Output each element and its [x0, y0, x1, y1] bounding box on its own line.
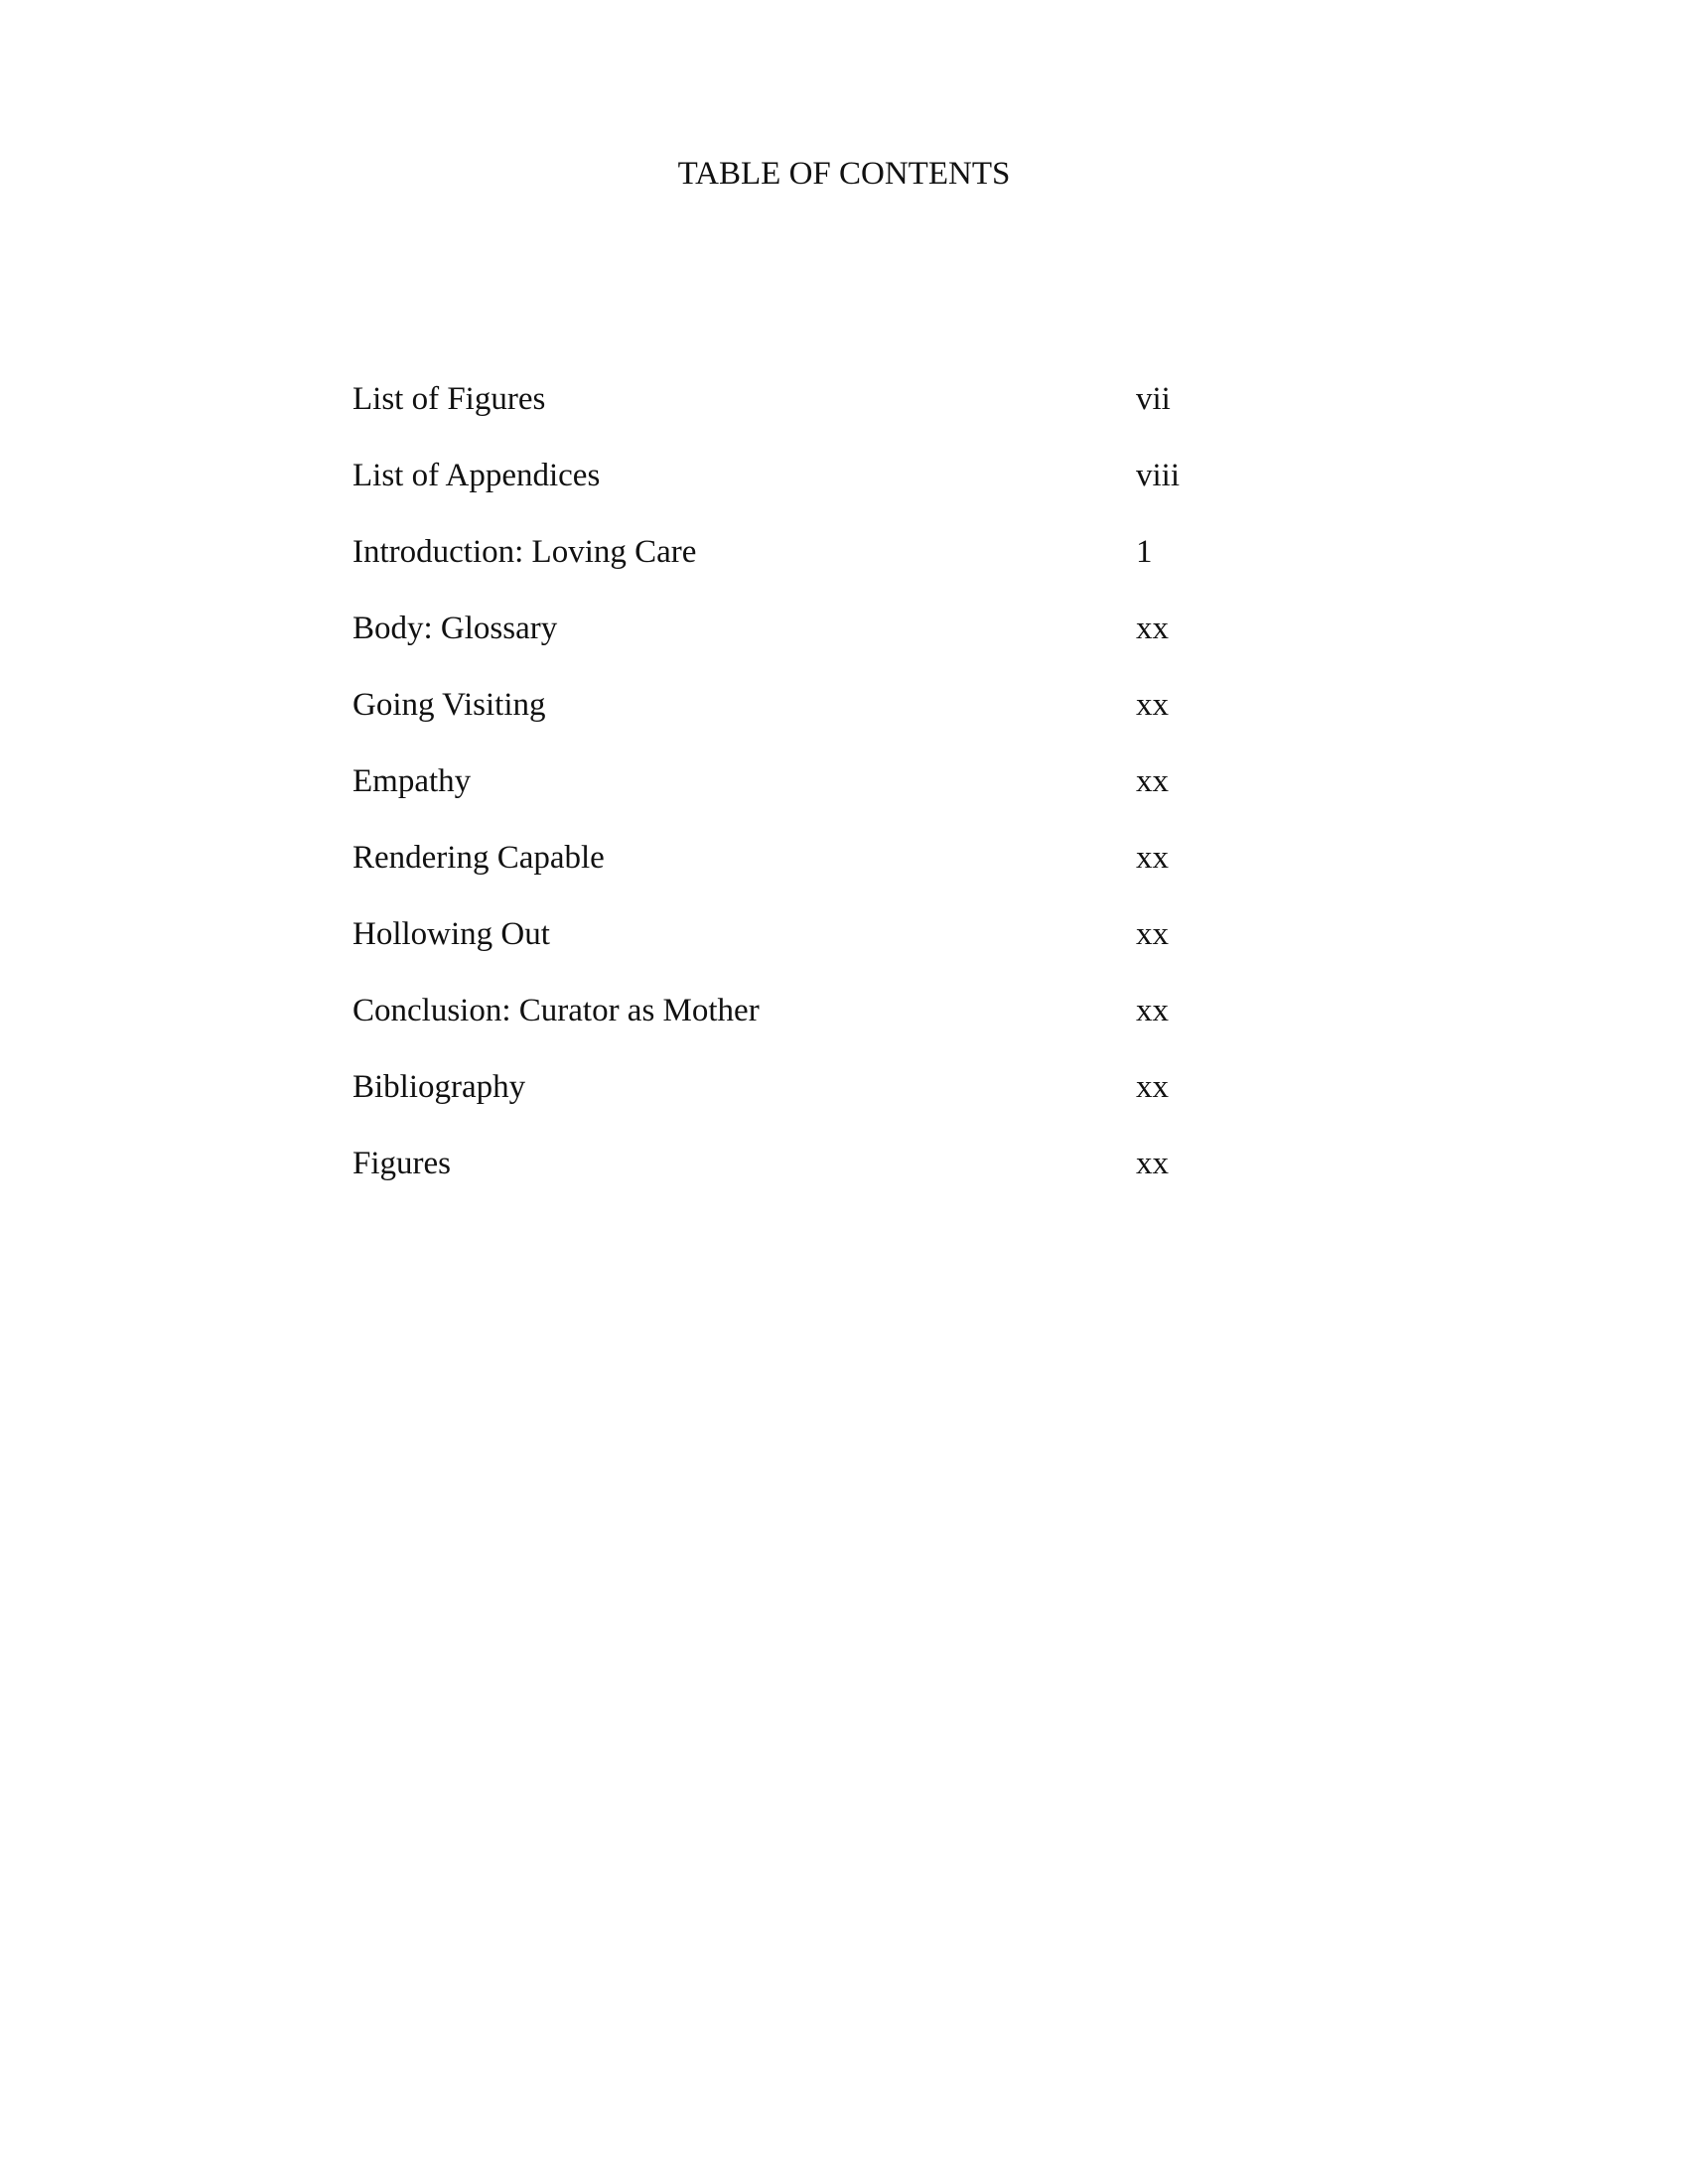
toc-entry — [352, 532, 1246, 609]
toc-entry — [352, 991, 1246, 1067]
toc-entry — [352, 1144, 1246, 1220]
toc-entry-label: Figures — [352, 1146, 451, 1181]
toc-entry-page: xx — [1136, 916, 1169, 952]
toc-entry-label: List of Appendices — [352, 458, 601, 493]
toc-entry-label: Conclusion: Curator as Mother — [352, 993, 760, 1028]
toc-entry-label: Hollowing Out — [352, 916, 550, 952]
toc-entry — [352, 609, 1246, 685]
toc-entry — [352, 838, 1246, 914]
toc-entry-page: xx — [1136, 1146, 1169, 1181]
toc-entry-label: Bibliography — [352, 1069, 526, 1105]
toc-entry — [352, 914, 1246, 991]
page-title: TABLE OF CONTENTS — [677, 156, 1011, 192]
toc-entry — [352, 456, 1246, 532]
toc-entry-label: Rendering Capable — [352, 840, 605, 876]
toc-entry-page: xx — [1136, 1069, 1169, 1105]
toc-entry-label: Body: Glossary — [352, 611, 558, 646]
toc-entry — [352, 761, 1246, 838]
toc-entry-page: vii — [1136, 381, 1171, 417]
toc-entry-page: 1 — [1136, 534, 1153, 570]
toc-entry-page: xx — [1136, 611, 1169, 646]
toc-entry-page: xx — [1136, 840, 1169, 876]
toc-entry-page: xx — [1136, 993, 1169, 1028]
toc-entry-label: Empathy — [352, 763, 472, 799]
toc-entry — [352, 379, 1246, 456]
toc-entry-page: viii — [1136, 458, 1181, 493]
toc-entry-page: xx — [1136, 763, 1169, 799]
toc-entry-page: xx — [1136, 687, 1169, 723]
toc-entry-label: Going Visiting — [352, 687, 546, 723]
toc-entry — [352, 1067, 1246, 1144]
toc-entry — [352, 685, 1246, 761]
toc-entry-label: List of Figures — [352, 381, 546, 417]
toc-entry-label: Introduction: Loving Care — [352, 534, 697, 570]
toc-list — [352, 379, 1246, 1220]
